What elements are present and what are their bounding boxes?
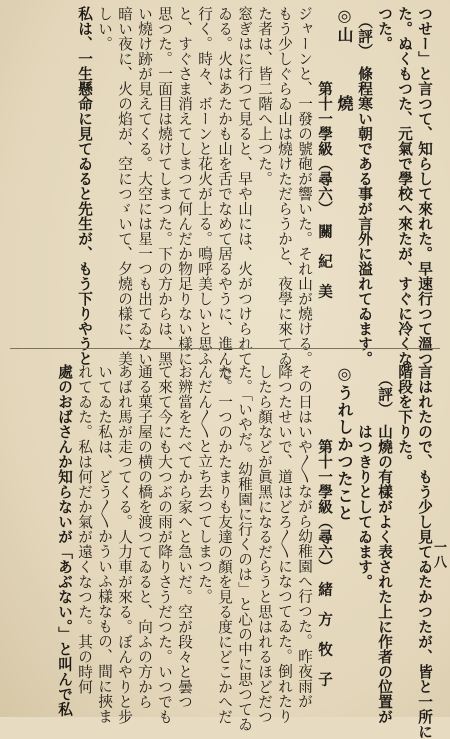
text-line: （評） 條程寒い朝である事が言外に溢れてゐます。	[356, 6, 373, 367]
text-line: はつきりとしてゐます。	[356, 364, 373, 589]
text-line: ジャーンと、一發の號砲が響いた。それ山が燒ける。	[296, 6, 313, 366]
text-line: 思つた。一面目は燒けてしまつた。下の方からは、黑	[156, 6, 173, 366]
text-line: んだん〳〵と立ち去つてしまつた。	[196, 364, 213, 604]
text-line: て來て今にも大つぶの雨が降りさうだつた。いつでも	[156, 364, 173, 724]
text-line: 私は、一生懸命に見てゐると先生が、もう下りやうと	[76, 6, 93, 366]
text-line: つた。	[376, 6, 393, 51]
section-divider	[10, 348, 440, 349]
text-line: もう少しぐらゐ山は燒けただらうかと、夜學に來てゐ	[276, 6, 293, 366]
text-line: 言はれたので、もう少し見てゐたかつたが、皆と一所に	[416, 364, 433, 739]
text-line: その日はいや〳〵ながら幼稚園へ行つた。昨夜雨が	[296, 364, 313, 709]
author-byline: 第十一學級（尋六） 緒 方 牧 子	[316, 364, 333, 687]
text-line: 窓ぎはに行つて見ると、早や山には、火がつけられて	[236, 6, 253, 366]
text-line: た。一つのかたまりも友達の顏を見る度にどこかへだ	[216, 364, 233, 724]
text-line: ゐる。火はあたかも山を舌でなめて居るやうに、進んで	[216, 6, 233, 381]
author-byline: 第十一學級（尋六） 關 紀 美	[316, 6, 333, 299]
text-line: いてゐた私は、どう〳〵かういふ樣なもの、間に挾ま	[96, 364, 113, 724]
page-number: 一八	[431, 540, 446, 570]
text-line: 暗い夜に、火の焰が、空につゞいて、夕燒の樣に、美	[116, 6, 133, 366]
text-line: と、すぐさま消えてしまつて何んだか物足りない樣に	[176, 6, 193, 366]
text-line: つせー」と言つて、知らして來れた。早速行つて溫つ	[416, 6, 433, 366]
text-line: た。ぬくもつた、元氣で學校へ來たが、すぐに冷くな	[396, 6, 413, 366]
text-line: た。「いやだ。幼稚園に行くのは」と心の中に思つてゐ	[236, 364, 253, 732]
text-line: お辨當をたべてから家へと急いだ。空が段々と曇つ	[176, 364, 193, 709]
upper-text-block	[74, 6, 434, 381]
text-line: したら顏などが眞黑になるだらうと思はれるほどだつ	[256, 364, 273, 724]
text-line: 階段を下りた。	[396, 364, 413, 469]
text-line: た者は、皆二階へ上つた。	[256, 6, 273, 186]
text-line: しい。	[96, 6, 113, 51]
text-line: （評） 山燒の有樣がよく表された上に作者の位置が	[376, 364, 393, 725]
section-heading: ◎山 燒	[335, 6, 354, 113]
text-line: れてゐた。私は何だか氣が遠くなつた。其の時何	[76, 364, 93, 694]
text-line: 降つたせいで、道はどろ〳〵になつてゐた。倒れたり	[276, 364, 293, 724]
text-line: 行く。時々、ボーンと花火が上る。鳴呼美しいと思ふ	[196, 6, 213, 366]
text-line: い燒け跡が見えてくる。大空には星一つも出てゐない	[136, 6, 153, 366]
lower-text-block	[54, 364, 434, 739]
section-heading: ◎うれしかつたこと	[335, 364, 354, 522]
text-line: あばれ馬が走つてくる。人力車が來る。ぼんやりと步	[116, 364, 133, 724]
text-line: 通る菓子屋の横の橋を渡つてゐると、向ふの方から	[136, 364, 153, 709]
text-line: 處のおばさんか知らないが「あぶない。」と叫んで私	[56, 364, 73, 717]
